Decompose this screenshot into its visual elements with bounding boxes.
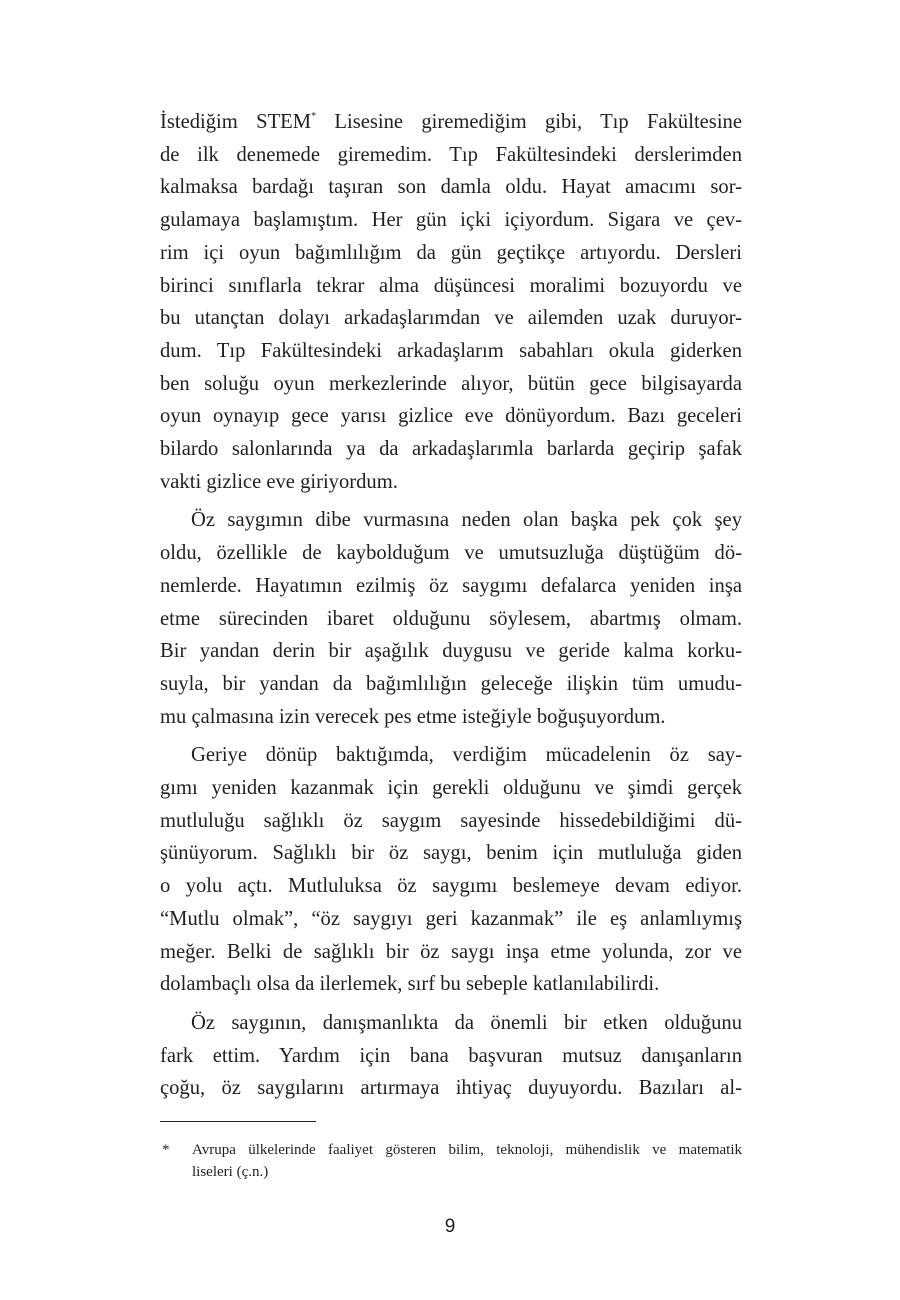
text-line (160, 106, 742, 139)
footnote-line: Avrupa ülkelerinde faaliyet gösteren bilim, teknoloji, mühendislik ve matematik (192, 1142, 742, 1158)
text-line: gulamaya başlamıştım. Her gün içki içiyordum. Sigara ve çev- (160, 209, 742, 232)
text-line: de ilk denemede giremedim. Tıp Fakültesindeki derslerimden (160, 143, 742, 166)
text-line: oyun oynayıp gece yarısı gizlice eve dönüyordum. Bazı geceleri (160, 405, 742, 428)
footnote-text (192, 1139, 742, 1183)
text-line: ben soluğu oyun merkezlerinde alıyor, bütün gece bilgisayarda (160, 372, 742, 395)
text-line: Geriye dönüp baktığımda, verdiğim mücadelenin öz say- (191, 744, 742, 767)
paragraph (160, 504, 742, 733)
text-line: meğer. Belki de sağlıklı bir öz saygı inşa etme yolunda, zor ve (160, 940, 742, 963)
paragraph (160, 739, 742, 1001)
text-line: “Mutlu olmak”, “öz saygıyı geri kazanmak” ile eş anlamlıymış (160, 907, 742, 930)
footnote-reference: * (311, 111, 317, 122)
text-line: Öz saygımın dibe vurmasına neden olan başka pek çok şey (191, 509, 742, 532)
text-line: etme sürecinden ibaret olduğunu söylesem, abartmış olmam. (160, 607, 742, 630)
footnote-marker: * (162, 1142, 170, 1158)
text-line: bu utançtan dolayı arkadaşlarımdan ve ailemden uzak duruyor- (160, 307, 742, 330)
text-line: mutluluğu sağlıklı öz saygım sayesinde hissedebildiğimi dü- (160, 809, 742, 832)
text-line: rim içi oyun bağımlılığım da gün geçtikçe artıyordu. Dersleri (160, 241, 742, 264)
text-line: çoğu, öz saygılarını artırmaya ihtiyaç duyuyordu. Bazıları al- (160, 1077, 742, 1100)
text-line: Öz saygının, danışmanlıkta da önemli bir etken olduğunu (191, 1011, 742, 1034)
paragraph (160, 106, 742, 498)
text-line: dolambaçlı olsa da ilerlemek, sırf bu sebeple katlanılabilirdi. (160, 973, 660, 996)
text-line: kalmaksa bardağı taşıran son damla oldu. Hayat amacımı sor- (160, 176, 742, 199)
text-line: Bir yandan derin bir aşağılık duygusu ve geride kalma korku- (160, 640, 742, 663)
text-line: bilardo salonlarında ya da arkadaşlarımla barlarda geçirip şafak (160, 438, 742, 461)
footnote-divider (160, 1121, 316, 1122)
text-line: mu çalmasına izin verecek pes etme isteğiyle boğuşuyordum. (160, 705, 666, 728)
text-line: o yolu açtı. Mutluluksa öz saygımı beslemeye devam ediyor. (160, 875, 742, 898)
paragraph (160, 1007, 742, 1105)
text-line: nemlerde. Hayatımın ezilmiş öz saygımı defalarca yeniden inşa (160, 574, 742, 597)
text-segment: İstediğim STEM (160, 111, 312, 133)
text-segment: Lisesine giremediğim gibi, Tıp Fakültesine (316, 111, 742, 133)
text-line: vakti gizlice eve giriyordum. (160, 470, 398, 493)
text-line: gımı yeniden kazanmak için gerekli olduğunu ve şimdi gerçek (160, 777, 742, 800)
text-line: şünüyorum. Sağlıklı bir öz saygı, benim için mutluluğa giden (160, 842, 742, 865)
text-line: fark ettim. Yardım için bana başvuran mutsuz danışanların (160, 1044, 742, 1067)
footnote (160, 1139, 742, 1183)
page-body (160, 106, 742, 1105)
text-line: oldu, özellikle de kaybolduğum ve umutsuzluğa düştüğüm dö- (160, 542, 742, 565)
text-line: dum. Tıp Fakültesindeki arkadaşlarım sabahları okula giderken (160, 339, 742, 362)
text-line: birinci sınıflarla tekrar alma düşüncesi moralimi bozuyordu ve (160, 274, 742, 297)
footnote-line: liseleri (ç.n.) (192, 1164, 269, 1180)
page-number: 9 (444, 1216, 456, 1237)
text-line: suyla, bir yandan da bağımlılığın geleceğe ilişkin tüm umudu- (160, 672, 742, 695)
